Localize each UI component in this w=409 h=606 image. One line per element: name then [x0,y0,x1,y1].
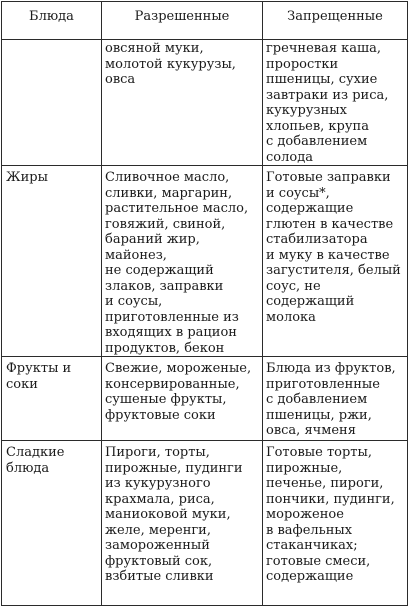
header-allowed: Разрешенные [102,2,263,40]
dish-cell [2,40,102,166]
table-row [2,441,408,606]
header-forbidden: Запрещенные [263,2,408,40]
dish-cell: Жиры [2,166,102,357]
allowed-cell: Свежие, мороженые, консервированные, сушеные фрукты, фруктовые соки [102,357,263,441]
forbidden-cell: Блюда из фруктов, приготовленные с добавлением пшеницы, ржи, овса, ячменя [263,357,408,441]
table-row [2,357,408,441]
forbidden-cell: Готовые торты, пирожные, печенье, пироги, пончики, пудинги, мороженое в вафельных стаканчиках; готовые смеси, содержащие [263,441,408,606]
table-row [2,166,408,357]
forbidden-cell: Готовые заправки и соусы*, содержащие глютен в качестве стабилизатора и муку в качестве загустителя, белый соус, не содержащий молока [263,166,408,357]
dish-cell: Сладкие блюда [2,441,102,606]
allowed-cell: Сливочное масло, сливки, маргарин, растительное масло, говяжий, свиной, бараний жир, майонез, не содержащий злаков, заправки и соусы, приготовленные из входящих в рацион продуктов, бекон [102,166,263,357]
dish-cell: Фрукты и соки [2,357,102,441]
allowed-cell: Пироги, торты, пирожные, пудинги из кукурузного крахмала, риса, маниоковой муки, желе, меренги, замороженный фруктовый сок, взбитые сливки [102,441,263,606]
header-dish: Блюда [2,2,102,40]
forbidden-cell: гречневая каша, проростки пшеницы, сухие завтраки из риса, кукурузных хлопьев, крупа с добавлением солода [263,40,408,166]
allowed-cell: овсяной муки, молотой кукурузы, овса [102,40,263,166]
table-row [2,40,408,166]
diet-table [1,1,408,606]
table-header-row [2,2,408,40]
